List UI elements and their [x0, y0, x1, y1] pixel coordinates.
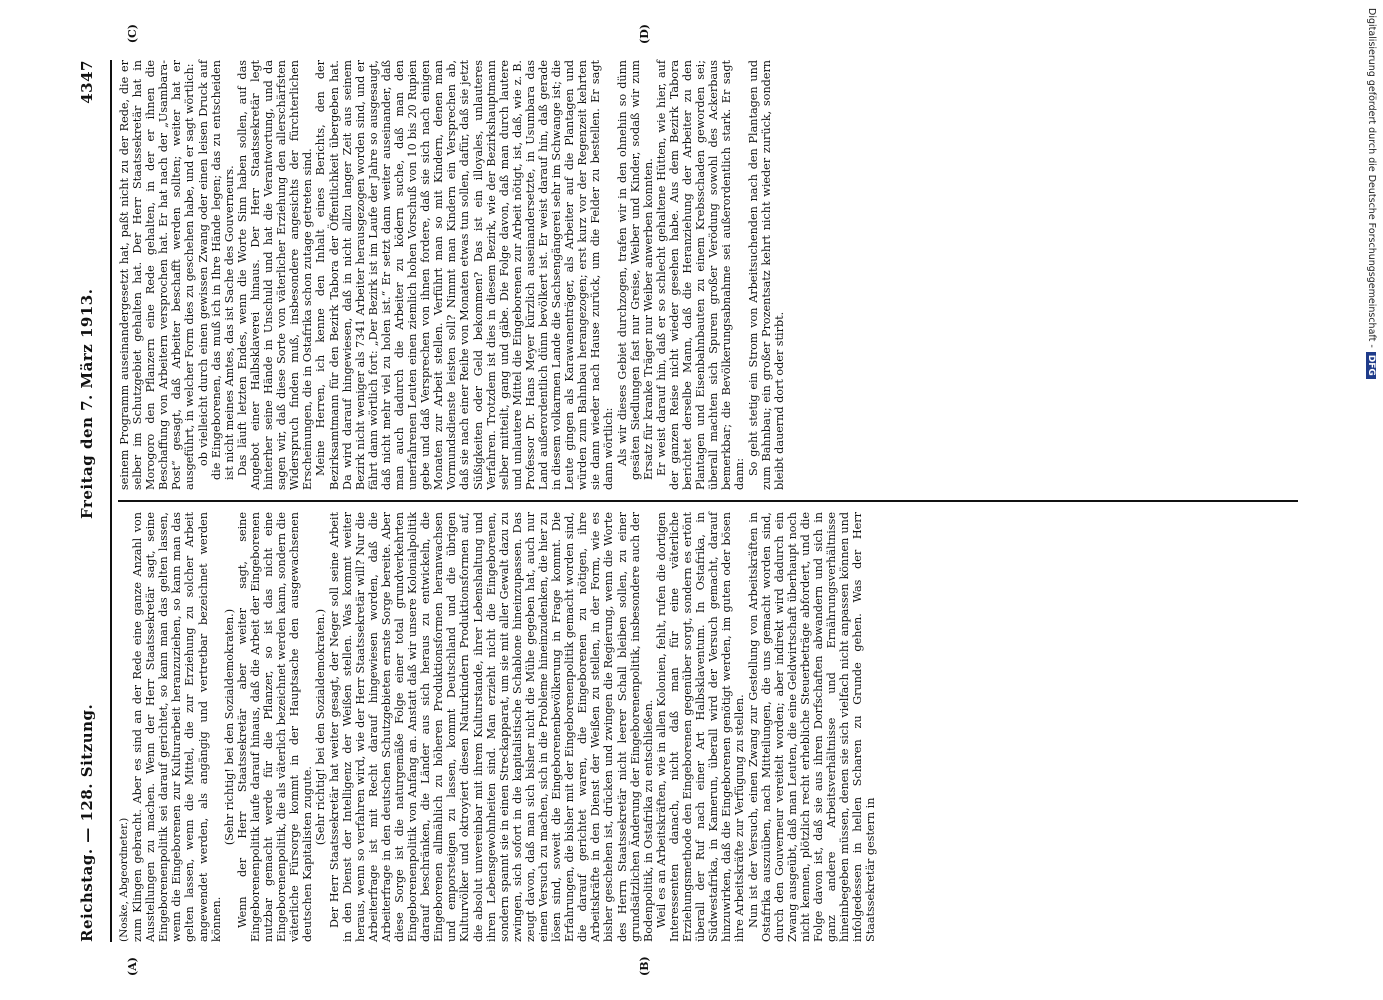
- paragraph: seinem Programm auseinandergesetzt hat, paßt nicht zu der Rede, die er selber im Schutzgebiet gehalten hat. Der Herr Staatssekretär hat in Morogoro den Pflanzern eine Rede gehalten, in der er ihnen die Beschaffung von Arbeitern versprochen hat. Er hat nach der „Usambara-Post“ gesagt, daß Arbeiter beschafft werden sollten; weiter hat er ausgeführt, in welcher Form dies zu geschehen habe, und er sagt wörtlich:: [118, 60, 197, 490]
- paragraph: Nun ist der Versuch, einen Zwang zur Gestellung von Arbeitskräften in Ostafrika auszuüben, nach Mitteilungen, die uns gemacht worden sind, durch den Gouverneur vereitelt worden; aber indirekt wird dadurch ein Zwang ausgeübt, daß man Leuten, die eine Geldwirtschaft überhaupt noch nicht kennen, plötzlich recht erhebliche Steuerbeträge abfordert, und die Folge davon ist, daß sie aus ihren Dorfschaften abwandern und sich in ganz andere Arbeitsverhältnisse und Ernährungsverhältnisse hineinbegeben müssen, denen sie sich vielfach nicht anpassen können und infolgedessen in hellen Scharen zu Grunde gehen. Was der Herr Staatssekretär gestern in: [746, 512, 878, 942]
- paragraph: Weil es an Arbeitskräften, wie in allen Kolonien, fehlt, rufen die dortigen Interessenten danach, nicht daß man für eine väterliche Erziehungsmethode den Eingeborenen gegenüber sorgt, sondern es ertönt überall der Ruf nach einer Art Halbsklaventum. In Ostafrika, in Südwestafrika, in Kamerun, überall wird der Versuch gemacht, darauf hinzuwirken, daß die Eingeborenen genötigt werden, im guten oder bösen ihre Arbeitskräfte zur Verfügung zu stellen.: [654, 512, 747, 942]
- header-page-number: 4347: [78, 60, 96, 104]
- page-header: [78, 60, 106, 942]
- credit-text: Digitalisierung gefördert durch die Deutsche Forschungsgemeinschaft -: [1366, 8, 1377, 348]
- paragraph: Wenn der Herr Staatssekretär aber weiter sagt, seine Eingeborenenpolitik laufe darauf hinaus, daß die Arbeit der Eingeborenen nutzbar gemacht werde für die Pflanzer, so ist das nicht eine Eingeborenenpolitik, die als väterlich bezeichnet werden kann, sondern die väterliche Fürsorge kommt in der Hauptsache den ausgewachsenen deutschen Kapitalisten zugute.: [235, 512, 315, 942]
- paragraph: Das läuft letzten Endes, wenn die Worte Sinn haben sollen, auf das Angebot einer Halbsklaverei hinaus. Der Herr Staatssekretär legt hinterher seine Hände in Unschuld und hat die Verantwortung, und da sagen wir, daß diese Sorte von väterlicher Erziehung den allerschärfsten Widerspruch finden muß, insbesondere angesichts der fürchterlichen Erscheinungen, die in Ostafrika schon zutage getreten sind.: [235, 60, 315, 490]
- digitization-credit-text: [1366, 8, 1377, 988]
- margin-marker-b: (B): [638, 956, 651, 976]
- column-divider: [118, 500, 1298, 502]
- margin-marker-c: (C): [126, 24, 139, 44]
- interjection: (Sehr richtig! bei den Sozialdemokraten.): [314, 608, 328, 846]
- interjection: (Sehr richtig! bei den Sozialdemokraten.): [222, 608, 236, 846]
- paragraph: Der Herr Staatssekretär hat weiter gesagt, der Neger soll seine Arbeit in den Dienst der Intelligenz der Weißen stellen. Was kommt weiter heraus, wenn so verfahren wird, wie der Herr Staatssekretär will? Nur die Arbeiterfrage ist mit Recht darauf hingewiesen worden, daß die Arbeiterfrage in den deutschen Schutzgebieten ernste Sorge bereite. Aber diese Sorge ist die naturgemäße Folge einer total grundverkehrten Eingeborenenpolitik von Anfang an. Anstatt daß wir unsere Kolonialpolitik darauf beschränken, die Länder aus sich heraus zu entwickeln, die Eingeborenen allmählich zu höheren Produktionsformen heranwachsen und emporsteigen zu lassen, kommt Deutschland und die übrigen Kulturvölker und oktroyiert diesen Naturkindern Produktionsformen auf, die absolut unvereinbar mit ihrem Kulturstande, ihrer Lebenshaltung und ihren Lebensgewohnheiten sind. Man erzieht nicht die Eingeborenen, sondern spannt sie in einen Streckapparat, um sie mit aller Gewalt dazu zu zwingen, sich sofort in die kapitalistische Schablone hineinzupassen. Das zeugt davon, daß man sich bisher nicht die Mühe gegeben hat, auch nur einen Versuch zu machen, sich in die Probleme hineinzudenken, die hier zu lösen sind, soweit die Eingeborenenbevölkerung in Frage kommt. Die Erfahrungen, die bisher mit der Eingeborenenpolitik gemacht worden sind, die darauf gerichtet waren, die Eingeborenen zu nötigen, ihre Arbeitskräfte in den Dienst der Weißen zu stellen, in der Form, wie es bisher geschehen ist, drücken und zwingen die Regierung, wenn die Worte des Herrn Staatssekretär nicht leerer Schall bleiben sollen, zu einer grundsätzlichen Änderung der Eingeborenenpolitik, insbesondere auch der Bodenpolitik, in Ostafrika zu entschließen.: [327, 512, 655, 942]
- dfg-logo: DFG: [1366, 352, 1376, 379]
- header-session: Reichstag. — 128. Sitzung.: [78, 703, 96, 942]
- quotation: ob vielleicht durch einen gewissen Zwang oder einen leisen Druck auf die Eingeborenen, das muß ich in Ihre Hände legen; das zu entscheiden ist nicht meines Amtes, das ist Sache des Gouverneurs.: [196, 60, 236, 480]
- paragraph: So geht stetig ein Strom von Arbeitsuchenden nach den Plantagen und zum Bahnbau; ein großer Prozentsatz kehrt nicht wieder zurück, sondern bleibt dauernd dort oder stirbt.: [746, 60, 786, 490]
- digitization-credit: [1363, 8, 1379, 988]
- header-rule: [110, 60, 112, 942]
- paragraph: zum Klingen gebracht. Aber es sind an der Rede eine ganze Anzahl von Ausstellungen zu machen. Wenn der Herr Staatssekretär sagt, seine Eingeborenenpolitik sei darauf gerichtet, so kann man das gelten lassen, wenn die Eingeborenen zur Kulturarbeit heranzuziehen, so kann man das gelten lassen, wenn die Mittel, die zur Erziehung zu solcher Arbeit angewendet werden, als angängig und vertretbar bezeichnet werden können.: [131, 512, 223, 942]
- left-column: [118, 512, 1298, 976]
- margin-marker-a: (A): [126, 957, 139, 976]
- text-columns: [118, 24, 1298, 976]
- margin-marker-d: (D): [638, 24, 651, 44]
- speaker-line: (Noske, Abgeordneter.): [118, 817, 130, 942]
- paragraph: Er weist darauf hin, daß er so schlecht gehaltene Hütten, wie hier, auf der ganzen Reise nicht wieder gesehen habe. Aus dem Bezirk Tabora berichtet derselbe Mann, daß die Heranziehung der Arbeiter zu den Plantagen und Eisenbahnbauten zu einem Krebsschaden geworden sei; überall machten sich Spuren großer Verödung sowohl des Ackerbaus bemerkbar; die Bevölkerungsabnahme sei außerordentlich stark. Er sagt dann:: [654, 60, 747, 490]
- paragraph: Meine Herren, ich kenne den Inhalt eines Berichts, den der Bezirksamtmann für den Bezirk Tabora der Öffentlichkeit übergeben hat. Da wird darauf hingewiesen, daß in nicht allzu langer Zeit aus seinem Bezirk nicht weniger als 7341 Arbeiter herausgezogen worden sind, und er fährt dann wörtlich fort: „Der Bezirk ist im Laufe der Jahre so ausgesaugt, daß nicht mehr viel zu holen ist.“ Er setzt dann weiter auseinander, daß man auch dadurch die Arbeiter zu ködern suche, daß man den unerfahrenen Leuten einen ziemlich hohen Vorschuß von 10 bis 20 Rupien gebe und daß Versprechen von ihnen fordere, daß sie sich nach einigen Monaten zur Arbeit stellen. Verführt man so mit Kindern, denen man Vormundsdienste leisten soll? Nimmt man Kindern ein Versprechen ab, daß sie nach einer Reihe von Monaten etwas tun sollen, dafür, daß sie jetzt Süßigkeiten oder Geld bekommen? Das ist ein illoyales, unlauteres Verfahren. Trotzdem ist dies in diesem Bezirk, wie der Bezirkshauptmann selber mitteilt, gang und gäbe. Die Folge davon, daß man durch lautere und unlautere Mittel die Eingeborenen zur Arbeit nötigt, ist, daß, wie z. B. Professor Dr. Hans Meyer kürzlich auseinandersetzte, in Usumbara das Land außerordentlich dünn bevölkert ist. Er weist darauf hin, daß gerade in diesem volkarmen Lande die Sachsengängerei sehr im Schwange ist; die Leute gingen als Karawanenträger, als Arbeiter auf die Plantagen und würden zum Bahnbau herangezogen; erst kurz vor der Regenzeit kehrten sie dann wieder nach Hause zurück, um die Felder zu bestellen. Er sagt dann wörtlich:: [314, 60, 616, 490]
- right-column: [118, 24, 1298, 490]
- header-date: Freitag den 7. März 1913.: [78, 288, 96, 519]
- quotation: Als wir dieses Gebiet durchzogen, trafen wir in den ohnehin so dünn gesäten Siedlungen fast nur Greise, Weiber und Kinder, sodaß wir zum Ersatz für kranke Träger nur Weiber anwerben konnten.: [615, 60, 655, 480]
